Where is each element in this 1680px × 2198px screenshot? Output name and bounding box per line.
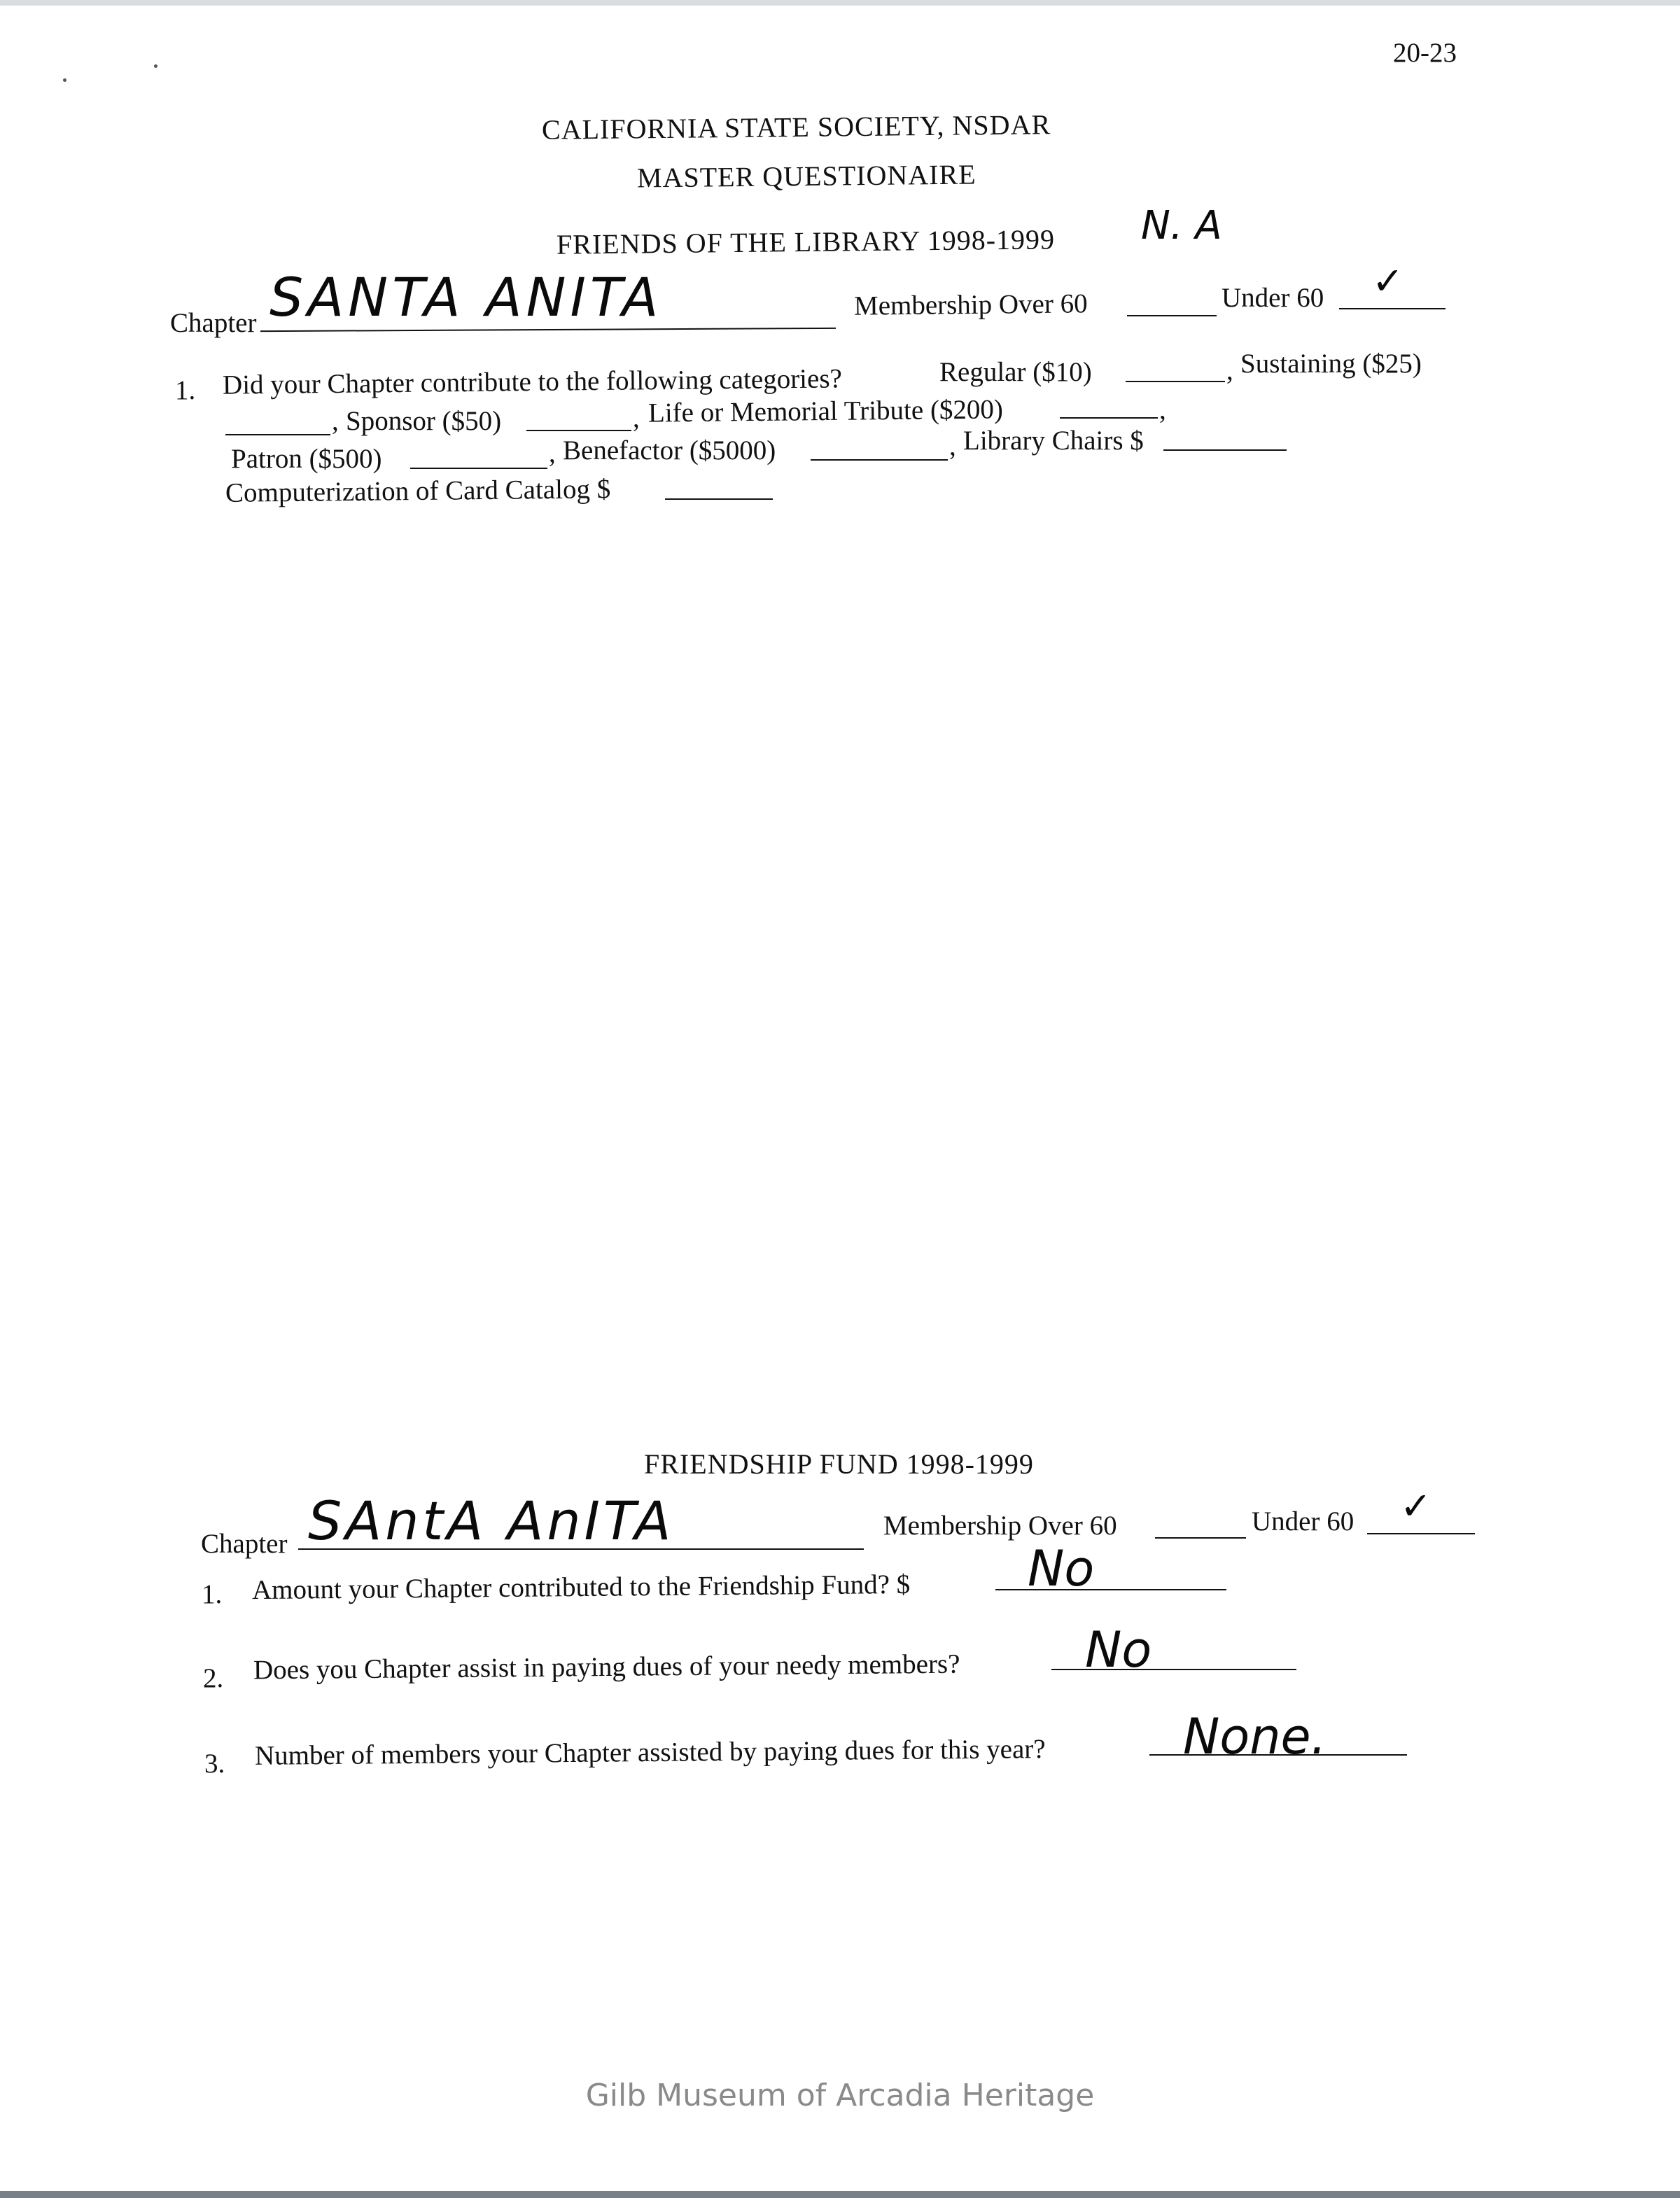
answer-value: No (1085, 1621, 1152, 1679)
membership-over-label: Membership Over 60 (853, 288, 1088, 321)
computerization-field[interactable] (665, 498, 773, 500)
answer-value: None. (1183, 1708, 1326, 1765)
museum-watermark: Gilb Museum of Arcadia Heritage (585, 2078, 1095, 2113)
comma: , (633, 403, 640, 433)
question-text: Number of members your Chapter assisted by paying dues for this year? (254, 1734, 1046, 1771)
chapter-value: SANTA ANITA (270, 266, 663, 328)
scan-speck (154, 64, 158, 68)
friendship-heading: FRIENDSHIP FUND 1998-1999 (644, 1448, 1034, 1480)
chapter-value: SAntA AnITA (308, 1490, 675, 1552)
benefactor-label: Benefactor ($5000) (563, 435, 776, 465)
society-title: CALIFORNIA STATE SOCIETY, NSDAR (541, 108, 1051, 146)
membership-over-field[interactable] (1155, 1537, 1246, 1539)
membership-over-field[interactable] (1127, 315, 1217, 316)
question-number: 1. (202, 1579, 223, 1609)
life-label: Life or Memorial Tribute ($200) (648, 394, 1004, 428)
question-number: 1. (175, 375, 196, 405)
comma: , (1159, 395, 1166, 425)
comma: , (1226, 356, 1233, 386)
comma: , (949, 431, 956, 461)
question-number: 3. (204, 1749, 225, 1779)
sponsor-field[interactable] (526, 430, 631, 431)
regular-label: Regular ($10) (939, 357, 1092, 387)
sustaining-field[interactable] (225, 434, 330, 435)
question-text: Did your Chapter contribute to the following categories? (222, 363, 843, 400)
library-chairs-label: Library Chairs $ (963, 426, 1144, 456)
patron-label: Patron ($500) (231, 444, 382, 474)
library-heading: FRIENDS OF THE LIBRARY 1998-1999 (556, 223, 1056, 260)
patron-field[interactable] (410, 468, 547, 469)
scan-top-edge (0, 0, 1680, 6)
scan-bottom-edge (0, 2191, 1680, 2198)
comma: , (549, 438, 556, 468)
under-checkmark: ✓ (1400, 1484, 1432, 1528)
comma: , (332, 406, 339, 436)
question-text: Amount your Chapter contributed to the Friendship Fund? $ (251, 1569, 911, 1606)
questionnaire-title: MASTER QUESTIONAIRE (636, 158, 976, 194)
regular-field[interactable] (1126, 381, 1225, 382)
handwritten-note: N. A (1141, 203, 1222, 248)
under-field[interactable] (1367, 1533, 1475, 1534)
chapter-label: Chapter (170, 308, 257, 338)
under-label: Under 60 (1252, 1506, 1354, 1536)
answer-value: No (1028, 1540, 1095, 1597)
under-checkmark: ✓ (1372, 259, 1404, 303)
under-field[interactable] (1339, 308, 1446, 309)
question-number: 2. (203, 1663, 224, 1693)
chapter-label: Chapter (201, 1529, 288, 1559)
page-code: 20-23 (1393, 38, 1457, 68)
computerization-label: Computerization of Card Catalog $ (225, 474, 611, 508)
sponsor-label: Sponsor ($50) (346, 406, 502, 436)
under-label: Under 60 (1222, 283, 1324, 313)
benefactor-field[interactable] (811, 459, 948, 461)
scan-speck (63, 78, 66, 82)
sustaining-label: Sustaining ($25) (1240, 349, 1422, 379)
membership-over-label: Membership Over 60 (883, 1511, 1117, 1541)
library-chairs-field[interactable] (1163, 449, 1287, 451)
life-field[interactable] (1060, 417, 1158, 419)
question-text: Does you Chapter assist in paying dues of your needy members? (253, 1648, 960, 1686)
